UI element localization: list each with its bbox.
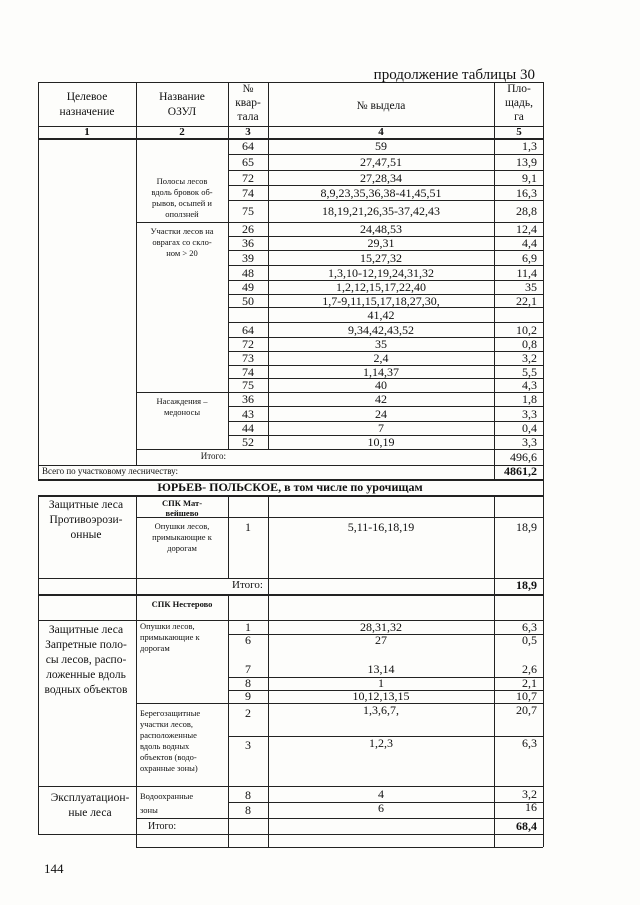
kvartal-cell: 75 xyxy=(242,204,254,218)
vydel-cell: 18,19,21,26,35-37,42,43 xyxy=(322,204,440,218)
kvartal-cell: 7 xyxy=(245,662,251,676)
vydel-cell: 15,27,32 xyxy=(360,250,402,265)
row-line xyxy=(136,222,543,223)
row-line xyxy=(228,200,543,201)
vydel-cell: 35 xyxy=(375,337,387,351)
kvartal-cell: 64 xyxy=(242,322,254,337)
ozul-label: расположенные xyxy=(140,730,197,740)
column-number: 5 xyxy=(516,126,522,138)
ozul-label: зоны xyxy=(140,805,158,815)
left-border xyxy=(38,82,39,479)
itogo-label: Итого: xyxy=(200,451,226,461)
spk-label: СПК Нестерово xyxy=(151,599,213,609)
purpose-label: Противоэрози- xyxy=(49,514,123,526)
kvartal-cell: 64 xyxy=(242,139,254,153)
kvartal-cell: 8 xyxy=(245,803,251,817)
area-cell: 20,7 xyxy=(516,703,537,717)
vydel-cell: 10,12,13,15 xyxy=(352,689,410,703)
ozul-label: объектов (водо- xyxy=(140,752,197,762)
kvartal-cell: 3 xyxy=(245,738,251,752)
ozul-label: Опушки лесов, xyxy=(154,521,210,531)
vydel-cell: 27,28,34 xyxy=(360,170,402,185)
area-cell: 1,3 xyxy=(522,139,537,153)
area-cell: 2,6 xyxy=(522,662,537,676)
kvartal-cell: 74 xyxy=(242,364,254,379)
vydel-cell: 1,7-9,11,15,17,18,27,30, xyxy=(322,293,440,308)
purpose-label: ные леса xyxy=(68,807,112,819)
purpose-label: Защитные леса xyxy=(48,624,124,636)
vydel-cell: 4 xyxy=(378,787,384,801)
section-line xyxy=(38,495,543,497)
itogo-value: 496,6 xyxy=(510,450,537,464)
area-cell: 11,4 xyxy=(516,265,537,280)
row-line xyxy=(136,818,543,819)
group-label: медоносы xyxy=(163,407,201,417)
left-border xyxy=(38,495,39,834)
ozul-label: примыкающие к xyxy=(140,632,200,642)
itogo-value: 68,4 xyxy=(516,819,537,833)
vydel-cell: 8,9,23,35,36,38-41,45,51 xyxy=(320,185,442,200)
row-line xyxy=(228,677,543,678)
vsego-label: Всего по участковому лесничеству: xyxy=(42,466,179,476)
kvartal-cell: 6 xyxy=(245,633,251,647)
area-cell: 4,4 xyxy=(522,236,537,250)
area-cell: 0,4 xyxy=(522,421,537,435)
itogo-line xyxy=(38,834,543,835)
kvartal-cell: 74 xyxy=(242,185,254,200)
vydel-cell: 10,19 xyxy=(367,435,395,449)
kvartal-cell: 36 xyxy=(242,392,254,406)
header-bottom-line xyxy=(38,126,543,127)
header-area: га xyxy=(514,111,524,123)
row-line xyxy=(38,786,543,787)
area-cell: 10,7 xyxy=(516,689,537,703)
area-cell: 0,8 xyxy=(522,337,537,351)
area-cell: 6,9 xyxy=(522,250,537,265)
kvartal-cell: 2 xyxy=(245,706,251,720)
row-line xyxy=(38,620,543,621)
area-cell: 1,8 xyxy=(522,392,537,406)
vydel-cell: 24,48,53 xyxy=(360,222,402,236)
area-cell: 16 xyxy=(525,800,537,814)
kvartal-cell: 50 xyxy=(242,293,254,308)
area-cell: 5,5 xyxy=(522,364,537,379)
subtotal-line xyxy=(136,449,543,450)
row-line xyxy=(136,392,543,393)
header-purpose: назначение xyxy=(59,106,115,118)
purpose-label: сы лесов, распо- xyxy=(45,654,127,666)
column-number: 4 xyxy=(378,126,384,138)
ozul-label: Водоохранные xyxy=(140,791,194,801)
ozul-label: Берегозащитные xyxy=(140,708,201,718)
column-line xyxy=(268,82,269,449)
kvartal-cell: 8 xyxy=(245,676,251,690)
itogo-line xyxy=(38,594,543,596)
vydel-cell: 24 xyxy=(375,406,387,421)
area-cell: 35 xyxy=(525,280,537,294)
area-cell: 2,1 xyxy=(522,676,537,690)
header-kvartal: № xyxy=(242,83,254,95)
group-label: оползней xyxy=(165,209,199,219)
kvartal-cell: 43 xyxy=(242,406,254,421)
kvartal-cell: 72 xyxy=(242,337,254,351)
vydel-cell: 7 xyxy=(378,421,384,435)
kvartal-cell: 65 xyxy=(242,155,254,169)
area-cell: 13,9 xyxy=(516,155,537,169)
header-area: щадь, xyxy=(505,97,533,109)
vydel-cell: 1,2,12,15,17,22,40 xyxy=(336,280,426,294)
vydel-cell: 9,34,42,43,52 xyxy=(348,322,414,337)
purpose-label: водных объектов xyxy=(44,684,128,696)
column-line xyxy=(228,495,229,578)
vydel-cell: 1,3,6,7, xyxy=(363,703,399,717)
right-border xyxy=(543,82,544,847)
row-line xyxy=(228,802,543,803)
group-label: Полосы лесов xyxy=(156,176,208,186)
kvartal-cell: 52 xyxy=(242,435,254,449)
page-number: 144 xyxy=(44,861,64,876)
area-cell: 22,1 xyxy=(516,293,537,308)
kvartal-cell: 8 xyxy=(245,788,251,802)
kvartal-cell: 72 xyxy=(242,170,254,185)
area-cell: 6,3 xyxy=(522,620,537,634)
ozul-label: примыкающие к xyxy=(152,532,212,542)
kvartal-cell: 49 xyxy=(242,280,254,294)
continuation-label: продолжение таблицы 30 xyxy=(373,67,535,83)
header-ozul: ОЗУЛ xyxy=(167,106,197,118)
column-number: 2 xyxy=(179,126,185,138)
vsego-value: 4861,2 xyxy=(504,464,537,478)
kvartal-cell: 39 xyxy=(242,250,254,265)
kvartal-cell: 36 xyxy=(242,236,254,250)
vydel-cell: 42 xyxy=(375,392,387,406)
ozul-label: дорогам xyxy=(140,643,170,653)
vydel-cell: 27,47,51 xyxy=(360,155,402,169)
column-line xyxy=(228,594,229,847)
column-line xyxy=(268,495,269,847)
kvartal-cell: 1 xyxy=(245,620,251,634)
area-cell: 3,3 xyxy=(522,435,537,449)
kvartal-cell: 44 xyxy=(242,421,254,435)
header-ozul: Название xyxy=(159,91,205,103)
purpose-label: Запретные поло- xyxy=(45,639,127,651)
vydel-cell: 1,14,37 xyxy=(363,364,399,379)
group-label: рывов, осыпей и xyxy=(152,198,212,208)
area-cell: 3,2 xyxy=(522,787,537,801)
itogo-label: Итого: xyxy=(148,821,177,832)
number-row-line xyxy=(38,138,543,140)
vydel-cell: 40 xyxy=(375,378,387,392)
area-cell: 9,1 xyxy=(522,170,537,185)
header-area: Пло- xyxy=(507,83,531,95)
purpose-label: Защитные леса xyxy=(48,499,124,511)
spk-label: вейшево xyxy=(165,508,199,518)
vydel-cell: 27 xyxy=(375,633,387,647)
area-cell: 6,3 xyxy=(522,736,537,750)
row-line xyxy=(228,421,543,422)
vydel-cell: 1,2,3 xyxy=(369,736,393,750)
row-line xyxy=(136,703,543,704)
row-line xyxy=(38,578,543,579)
area-cell: 3,3 xyxy=(522,406,537,421)
vydel-cell: 6 xyxy=(378,801,384,815)
header-kvartal: квар- xyxy=(235,97,261,109)
group-label: оврагах со скло- xyxy=(152,237,212,247)
vydel-cell: 1,3,10-12,19,24,31,32 xyxy=(328,265,434,280)
column-line xyxy=(228,82,229,449)
vydel-cell: 28,31,32 xyxy=(360,620,402,634)
table-bottom-line xyxy=(136,847,543,848)
area-cell: 3,2 xyxy=(522,351,537,365)
section-title: ЮРЬЕВ- ПОЛЬСКОЕ, в том числе по урочищам xyxy=(157,480,423,494)
group-label: ном > 20 xyxy=(166,248,198,258)
vydel-cell: 13,14 xyxy=(367,662,395,676)
purpose-label: ложенные вдоль xyxy=(46,669,126,681)
vydel-cell: 59 xyxy=(375,139,387,153)
area-cell: 0,5 xyxy=(522,633,537,647)
area-cell: 28,8 xyxy=(516,204,537,218)
column-line xyxy=(494,495,495,847)
header-kvartal: тала xyxy=(237,111,259,123)
spk-label: СПК Мат- xyxy=(161,498,203,508)
header-vydel: № выдела xyxy=(356,100,406,112)
kvartal-cell: 1 xyxy=(245,520,251,534)
group-label: вдоль бровок об- xyxy=(151,187,213,197)
ozul-label: охранные зоны) xyxy=(140,763,198,773)
area-cell: 10,2 xyxy=(516,322,537,337)
ozul-label: участки лесов, xyxy=(140,719,193,729)
column-line xyxy=(136,495,137,847)
kvartal-cell: 73 xyxy=(242,351,254,365)
column-number: 3 xyxy=(245,126,251,138)
vydel-cell: 1 xyxy=(378,676,384,690)
vydel-cell: 29,31 xyxy=(367,236,395,250)
column-line xyxy=(494,82,495,479)
area-cell: 18,9 xyxy=(516,520,537,534)
group-label: Участки лесов на xyxy=(150,226,214,236)
kvartal-cell: 26 xyxy=(242,222,254,236)
itogo-label: Итого: xyxy=(232,579,263,591)
purpose-label: онные xyxy=(70,529,102,541)
column-line xyxy=(136,82,137,465)
itogo-value: 18,9 xyxy=(516,578,537,592)
vydel-cell: 2,4 xyxy=(373,351,389,365)
kvartal-cell: 9 xyxy=(245,689,251,703)
ozul-label: Опушки лесов, xyxy=(140,621,195,631)
purpose-label: Эксплуатацион- xyxy=(50,792,130,804)
vydel-cell: 5,11-16,18,19 xyxy=(347,520,415,534)
vydel-cell: 41,42 xyxy=(367,307,395,322)
area-cell: 12,4 xyxy=(516,222,537,236)
kvartal-cell: 75 xyxy=(242,378,254,392)
ozul-label: дорогам xyxy=(167,543,197,553)
area-cell: 16,3 xyxy=(516,185,537,200)
column-number: 1 xyxy=(84,126,90,138)
header-purpose: Целевое xyxy=(66,91,108,103)
ozul-label: вдоль водных xyxy=(140,741,190,751)
area-cell: 4,3 xyxy=(522,378,537,392)
group-label: Насаждения – xyxy=(156,396,208,406)
kvartal-cell: 48 xyxy=(242,265,254,280)
